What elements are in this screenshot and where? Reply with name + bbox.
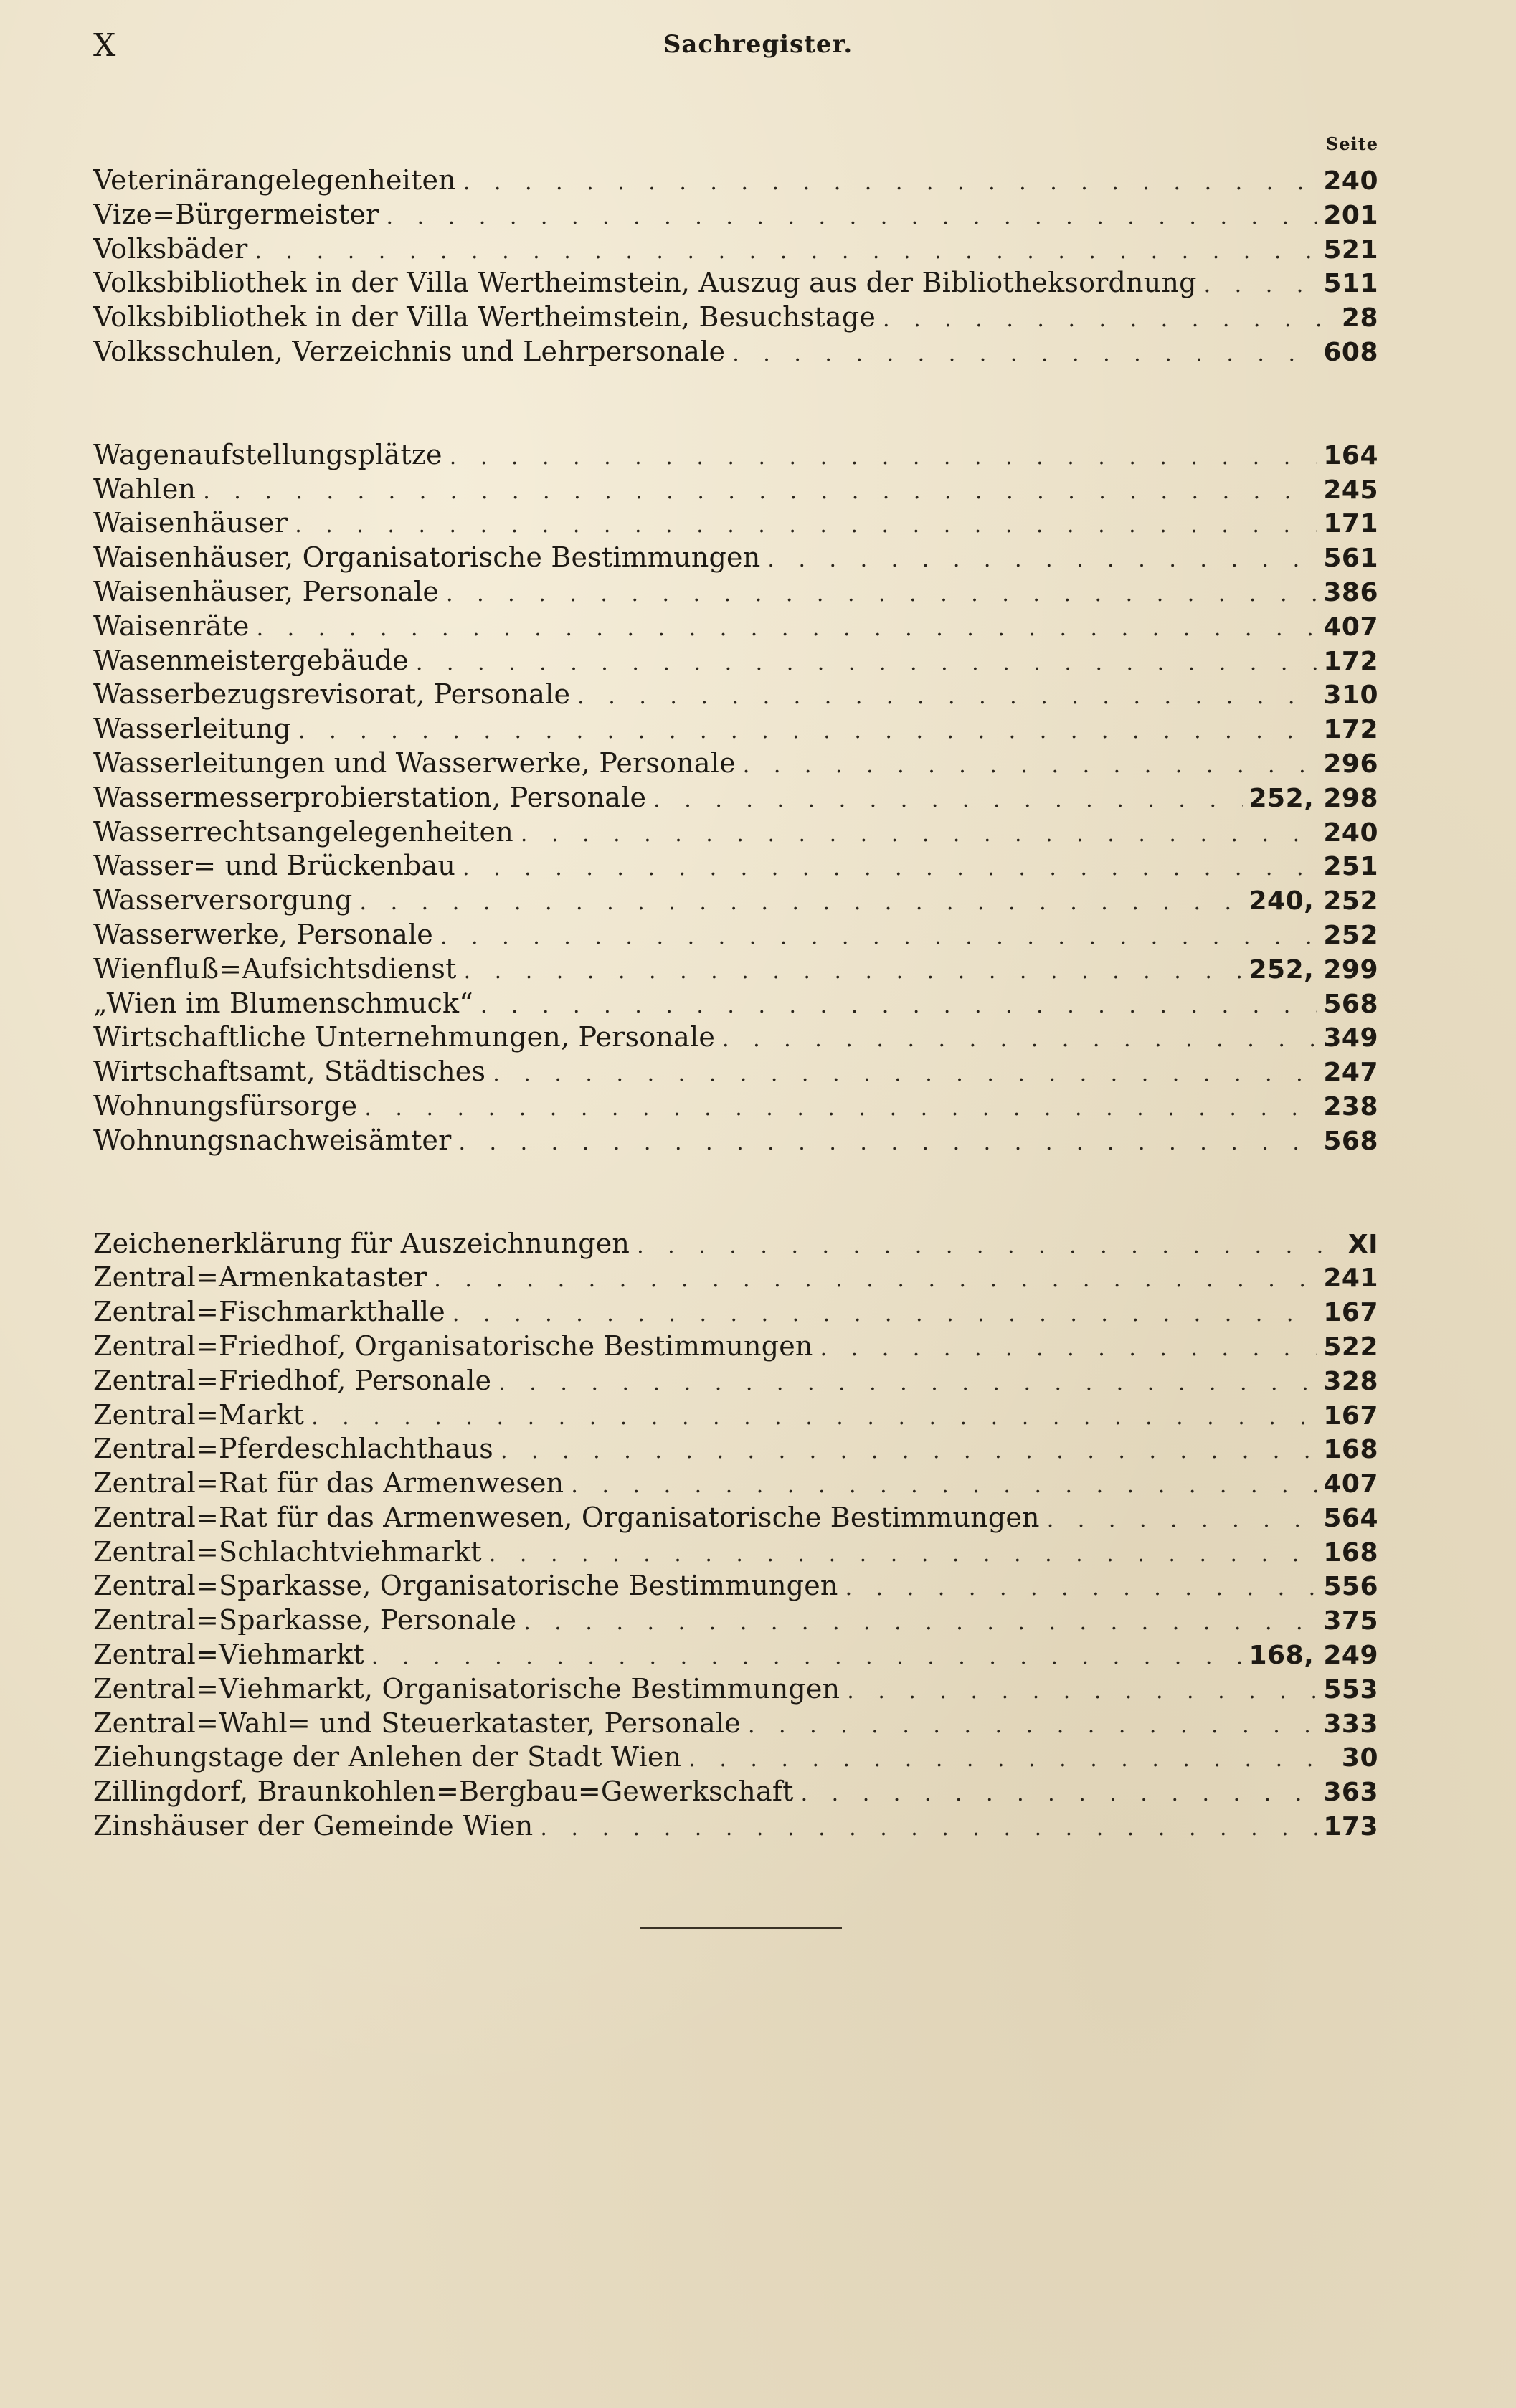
entry-pages: 168	[1323, 1435, 1378, 1465]
dot-leader	[360, 886, 1243, 920]
index-entry	[93, 883, 1378, 918]
dot-leader	[767, 543, 1317, 577]
entry-term: Wasserleitungen und Wasserwerke, Personale	[93, 746, 736, 779]
dot-leader	[801, 1777, 1318, 1811]
index-entry	[93, 1398, 1378, 1433]
dot-leader	[364, 1091, 1317, 1126]
entry-pages: 251	[1323, 852, 1378, 882]
dot-leader	[493, 1057, 1317, 1091]
entry-pages: 247	[1323, 1058, 1378, 1088]
dot-leader	[743, 749, 1318, 783]
index-entry	[93, 1809, 1378, 1844]
entry-pages: 167	[1323, 1298, 1378, 1328]
index-entry	[93, 1432, 1378, 1466]
dot-leader	[489, 1537, 1318, 1572]
entry-pages: 30	[1341, 1743, 1378, 1773]
entry-pages: 240	[1323, 817, 1378, 848]
entry-term: Veterinärangelegenheiten	[93, 164, 456, 196]
index-entry	[93, 1055, 1378, 1089]
dot-leader	[637, 1229, 1342, 1264]
entry-pages: 238	[1323, 1091, 1378, 1122]
dot-leader	[480, 989, 1318, 1023]
dot-leader	[298, 714, 1317, 749]
entry-pages: 328	[1323, 1366, 1378, 1396]
entry-pages: 172	[1323, 715, 1378, 745]
dot-leader	[295, 508, 1317, 543]
entry-pages: 568	[1323, 989, 1378, 1019]
end-rule	[640, 1927, 842, 1929]
index-entry	[93, 1124, 1378, 1158]
dot-leader	[416, 646, 1317, 681]
dot-leader	[440, 920, 1317, 954]
index-entry	[93, 1740, 1378, 1775]
dot-leader	[463, 851, 1317, 886]
dot-leader	[453, 1297, 1317, 1332]
entry-term: Vize=Bürgermeister	[93, 198, 379, 230]
running-title: Sachregister.	[663, 30, 853, 59]
entry-term: Volksbäder	[93, 232, 248, 265]
dot-leader	[883, 303, 1336, 337]
entry-pages: 252, 299	[1249, 954, 1378, 985]
entry-pages: 240	[1323, 166, 1378, 196]
entry-pages: 556	[1323, 1572, 1378, 1602]
entry-term: Zentral=Pferdeschlachthaus	[93, 1433, 493, 1465]
index-entry	[93, 506, 1378, 541]
dot-leader	[311, 1400, 1317, 1435]
index-entry	[93, 575, 1378, 610]
index-entry	[93, 1569, 1378, 1603]
entry-term: Zentral=Rat für das Armenwesen, Organisatorische Bestimmungen	[93, 1501, 1040, 1533]
dot-leader	[540, 1811, 1317, 1846]
dot-leader	[722, 1023, 1317, 1057]
entry-term: Volksschulen, Verzeichnis und Lehrpersonale	[93, 335, 726, 367]
index-entry	[93, 1261, 1378, 1295]
index-entry	[93, 1603, 1378, 1638]
entry-term: Zentral=Sparkasse, Personale	[93, 1604, 517, 1636]
index-group	[93, 163, 1378, 369]
index-entry	[93, 644, 1378, 678]
index-entry	[93, 952, 1378, 987]
dot-leader	[450, 440, 1318, 475]
index-entry	[93, 1020, 1378, 1055]
entry-term: Wirtschaftsamt, Städtisches	[93, 1056, 486, 1088]
entry-pages: 561	[1323, 544, 1378, 574]
entry-term: Waisenhäuser	[93, 507, 288, 539]
dot-leader	[257, 612, 1318, 646]
entry-pages: 608	[1323, 337, 1378, 367]
entry-term: Zeichenerklärung für Auszeichnungen	[93, 1227, 630, 1259]
entry-term: Wohnungsfürsorge	[93, 1089, 358, 1122]
index-entry	[93, 1501, 1378, 1535]
entry-pages: 296	[1323, 749, 1378, 779]
dot-leader	[847, 1674, 1317, 1709]
entry-term: Waisenhäuser, Organisatorische Bestimmungen	[93, 541, 761, 574]
entry-term: Zentral=Viehmarkt, Organisatorische Bestimmungen	[93, 1672, 840, 1705]
dot-leader	[1204, 268, 1318, 303]
entry-pages: 28	[1341, 303, 1378, 333]
entry-pages: 245	[1323, 475, 1378, 505]
entry-pages: 167	[1323, 1400, 1378, 1431]
index-entry	[93, 335, 1378, 369]
entry-term: Wienfluß=Aufsichtsdienst	[93, 952, 457, 985]
index-entry	[93, 815, 1378, 850]
index-entry	[93, 266, 1378, 300]
entry-term: Zentral=Markt	[93, 1398, 305, 1431]
entry-pages: 568	[1323, 1126, 1378, 1156]
index-group	[93, 1227, 1378, 1844]
index-entry	[93, 678, 1378, 712]
entry-term: Zinshäuser der Gemeinde Wien	[93, 1810, 534, 1842]
dot-leader	[501, 1434, 1317, 1469]
index-entry	[93, 610, 1378, 644]
index-entry	[93, 1364, 1378, 1398]
dot-leader	[387, 200, 1318, 234]
dot-leader	[688, 1743, 1336, 1777]
entry-pages: 310	[1323, 681, 1378, 711]
entry-pages: 172	[1323, 646, 1378, 676]
entry-term: Volksbibliothek in der Villa Wertheimstein, Auszug aus der Bibliotheksordnung	[93, 267, 1197, 299]
dot-leader	[434, 1263, 1317, 1297]
dot-leader	[464, 954, 1243, 989]
page-number: X	[93, 27, 117, 64]
entry-pages: 407	[1323, 612, 1378, 642]
dot-leader	[845, 1571, 1318, 1606]
entry-pages: 553	[1323, 1674, 1378, 1705]
entry-pages: 333	[1323, 1709, 1378, 1739]
entry-term: Waisenhäuser, Personale	[93, 575, 440, 607]
index-entry	[93, 1707, 1378, 1741]
entry-pages: 375	[1323, 1606, 1378, 1636]
dot-leader	[463, 166, 1318, 200]
dot-leader	[1047, 1503, 1318, 1537]
column-label-seite: Seite	[1325, 133, 1378, 154]
index-entry	[93, 300, 1378, 335]
index-entry	[93, 473, 1378, 507]
entry-pages: XI	[1347, 1229, 1378, 1259]
index-entry	[93, 163, 1378, 198]
entry-term: Wasser= und Brückenbau	[93, 850, 456, 882]
dot-leader	[571, 1469, 1317, 1503]
entry-pages: 164	[1323, 440, 1378, 470]
dot-leader	[748, 1709, 1317, 1743]
entry-term: Wohnungsnachweisämter	[93, 1124, 452, 1156]
index-entry	[93, 712, 1378, 746]
dot-leader	[820, 1332, 1318, 1366]
entry-term: Ziehungstage der Anlehen der Stadt Wien	[93, 1741, 682, 1773]
dot-leader	[446, 577, 1317, 612]
entry-term: Wirtschaftliche Unternehmungen, Personale	[93, 1021, 716, 1053]
dot-leader	[653, 783, 1243, 817]
index-entry	[93, 781, 1378, 815]
entry-pages: 349	[1323, 1023, 1378, 1053]
dot-leader	[203, 475, 1317, 509]
entry-pages: 407	[1323, 1469, 1378, 1499]
entry-pages: 168, 249	[1249, 1641, 1378, 1671]
index-entry	[93, 1227, 1378, 1261]
entry-term: Wasserversorgung	[93, 884, 353, 916]
entry-pages: 252, 298	[1249, 783, 1378, 813]
index-entry	[93, 438, 1378, 473]
entry-pages: 171	[1323, 509, 1378, 539]
index-group	[93, 438, 1378, 1158]
index-entry	[93, 746, 1378, 781]
dot-leader	[498, 1366, 1317, 1400]
entry-pages: 522	[1323, 1332, 1378, 1362]
entry-pages: 201	[1323, 200, 1378, 230]
entry-pages: 363	[1323, 1778, 1378, 1808]
entry-term: Zentral=Wahl= und Steuerkataster, Personale	[93, 1707, 741, 1739]
dot-leader	[255, 234, 1317, 269]
index-entry	[93, 1295, 1378, 1329]
index-list	[93, 163, 1378, 1844]
entry-pages: 564	[1323, 1503, 1378, 1533]
index-entry	[93, 232, 1378, 267]
entry-pages: 168	[1323, 1537, 1378, 1568]
entry-pages: 386	[1323, 577, 1378, 607]
index-entry	[93, 849, 1378, 883]
dot-leader	[458, 1126, 1317, 1160]
entry-term: Zentral=Friedhof, Personale	[93, 1364, 492, 1396]
index-entry	[93, 198, 1378, 232]
entry-term: „Wien im Blumenschmuck“	[93, 987, 473, 1019]
index-entry	[93, 1535, 1378, 1570]
index-entry	[93, 1089, 1378, 1124]
entry-term: Zentral=Viehmarkt	[93, 1639, 364, 1671]
entry-pages: 252	[1323, 920, 1378, 950]
index-entry	[93, 918, 1378, 952]
entry-term: Wasserwerke, Personale	[93, 918, 433, 950]
entry-term: Wasserleitung	[93, 713, 292, 745]
entry-term: Zentral=Rat für das Armenwesen	[93, 1467, 564, 1499]
dot-leader	[732, 337, 1317, 371]
entry-term: Wassermesserprobierstation, Personale	[93, 781, 647, 813]
dot-leader	[577, 680, 1317, 714]
entry-pages: 521	[1323, 234, 1378, 265]
index-entry	[93, 1775, 1378, 1809]
entry-term: Zentral=Sparkasse, Organisatorische Bestimmungen	[93, 1570, 838, 1602]
entry-term: Wagenaufstellungsplätze	[93, 438, 442, 470]
dot-leader	[524, 1606, 1317, 1640]
entry-term: Zillingdorf, Braunkohlen=Bergbau=Gewerkschaft	[93, 1776, 794, 1808]
index-entry	[93, 1638, 1378, 1672]
entry-term: Zentral=Fischmarkthalle	[93, 1296, 445, 1328]
entry-pages: 241	[1323, 1264, 1378, 1294]
index-entry	[93, 1466, 1378, 1501]
index-entry	[93, 987, 1378, 1021]
dot-leader	[371, 1640, 1243, 1674]
entry-term: Zentral=Friedhof, Organisatorische Bestimmungen	[93, 1329, 813, 1362]
entry-term: Wahlen	[93, 473, 196, 505]
entry-pages: 240, 252	[1249, 886, 1378, 916]
index-entry	[93, 1329, 1378, 1364]
entry-term: Zentral=Armenkataster	[93, 1261, 427, 1294]
entry-term: Wasserrechtsangelegenheiten	[93, 815, 513, 848]
entry-term: Volksbibliothek in der Villa Wertheimstein, Besuchstage	[93, 301, 876, 333]
index-entry	[93, 541, 1378, 575]
entry-term: Wasserbezugsrevisorat, Personale	[93, 678, 571, 711]
entry-term: Wasenmeistergebäude	[93, 644, 409, 676]
entry-pages: 511	[1323, 269, 1378, 299]
dot-leader	[521, 817, 1317, 852]
entry-term: Zentral=Schlachtviehmarkt	[93, 1535, 482, 1568]
entry-term: Waisenräte	[93, 610, 250, 642]
entry-pages: 173	[1323, 1812, 1378, 1842]
index-entry	[93, 1672, 1378, 1707]
